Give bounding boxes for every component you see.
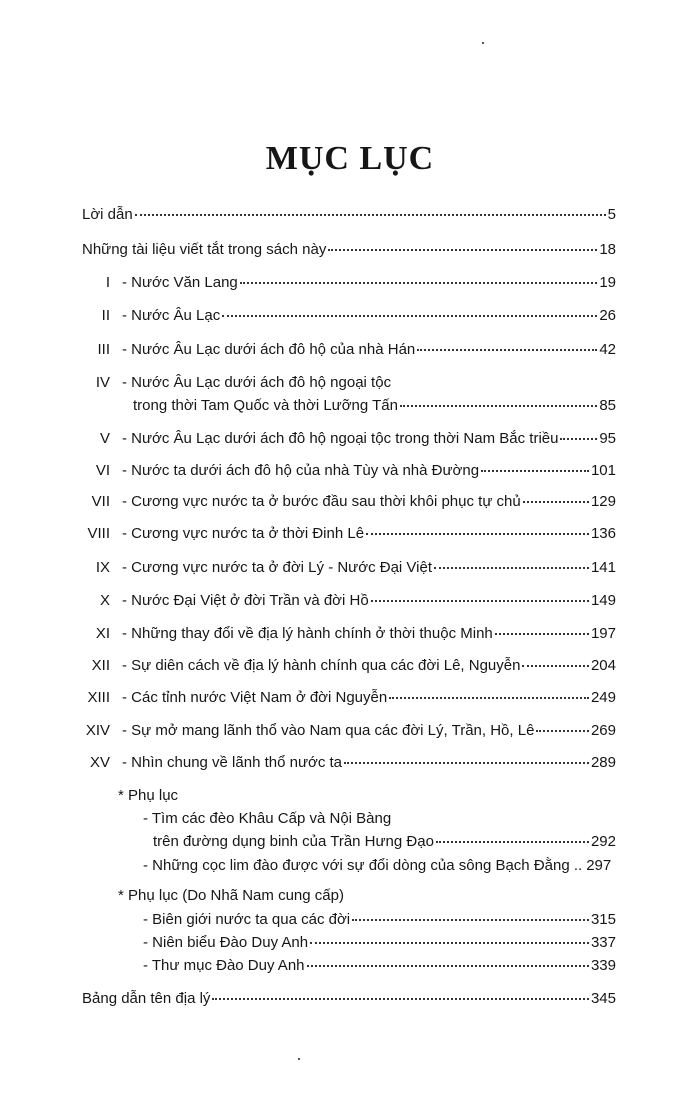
entry-label: - Nước Âu Lạc dưới ách đô hộ ngoại tộc trong thời Nam Bắc triều — [122, 430, 559, 447]
entry-page: 269 — [590, 722, 616, 739]
chapter-number: XI — [95, 625, 110, 642]
entry-label: Bảng dẫn tên địa lý — [82, 990, 211, 1007]
dot-leader — [536, 718, 589, 732]
dot-leader — [436, 829, 589, 843]
dot-leader — [523, 489, 589, 503]
dot-leader — [352, 907, 589, 921]
entry-page: 42 — [599, 341, 616, 358]
chapter-number: VI — [95, 462, 110, 479]
dot-leader — [371, 588, 589, 602]
dot-leader — [344, 750, 589, 764]
dot-leader — [560, 426, 597, 440]
toc-entry-chapter[interactable] — [122, 306, 616, 326]
dot-leader — [481, 458, 589, 472]
entry-page: 315 — [590, 911, 616, 928]
entry-label-continued: trong thời Tam Quốc và thời Lưỡng Tấn — [133, 397, 398, 414]
entry-page: 19 — [599, 274, 616, 291]
entry-label: Lời dẫn — [82, 206, 133, 223]
entry-label: - Nước Văn Lang — [122, 274, 238, 291]
entry-label: - Nước Âu Lạc dưới ách đô hộ ngoại tộc — [122, 374, 392, 391]
chapter-number: III — [97, 341, 110, 358]
chapter-number: II — [101, 307, 110, 324]
dot-leader — [222, 303, 597, 317]
entry-label: - Nước Âu Lạc dưới ách đô hộ của nhà Hán — [122, 341, 416, 358]
entry-page: 136 — [590, 525, 616, 542]
toc-entry-foreword[interactable] — [82, 205, 616, 225]
dot-leader — [310, 930, 589, 944]
entry-label: - Nước Âu Lạc — [122, 307, 221, 324]
appendix-heading: * Phụ lục — [118, 787, 179, 804]
entry-label: - Nước Đại Việt ở đời Trần và đời Hồ — [122, 592, 369, 609]
entry-page: 95 — [599, 430, 616, 447]
chapter-number: XIII — [87, 689, 110, 706]
toc-entry-chapter[interactable] — [122, 524, 616, 544]
chapter-number: VIII — [87, 525, 110, 542]
dot-leader — [389, 685, 589, 699]
entry-page: 141 — [590, 559, 616, 576]
entry-label: - Những thay đổi về địa lý hành chính ở thời thuộc Minh — [122, 625, 493, 642]
dot-leader — [434, 555, 589, 569]
entry-label-continued: trên đường dụng binh của Trần Hưng Đạo — [153, 833, 434, 850]
toc-entry-appendix[interactable] — [153, 832, 616, 852]
entry-label: - Cương vực nước ta ở đời Lý - Nước Đại Việt — [122, 559, 432, 576]
entry-label: Những tài liệu viết tắt trong sách này — [82, 241, 327, 258]
entry-label: - Những cọc lim đào được với sự đổi dòng của sông Bạch Đằng .. — [143, 857, 583, 874]
entry-page: 337 — [590, 934, 616, 951]
toc-entry-abbreviations[interactable] — [82, 240, 616, 260]
entry-page: 85 — [599, 397, 616, 414]
toc-entry-appendix[interactable] — [143, 910, 616, 930]
dot-leader — [495, 621, 589, 635]
dot-leader — [328, 237, 597, 251]
page-title: MỤC LỤC — [265, 140, 435, 177]
toc-entry-chapter[interactable] — [122, 656, 616, 676]
entry-label: - Sự diên cách về địa lý hành chính qua các đời Lê, Nguyễn — [122, 657, 521, 674]
chapter-number: VII — [91, 493, 110, 510]
entry-page: 204 — [590, 657, 616, 674]
entry-page: 289 — [590, 754, 616, 771]
toc-entry-chapter[interactable] — [133, 396, 616, 416]
toc-entry-chapter[interactable] — [122, 461, 616, 481]
dot-leader — [522, 653, 589, 667]
entry-page: 129 — [590, 493, 616, 510]
toc-entry-chapter[interactable] — [122, 340, 616, 360]
entry-page: 5 — [607, 206, 616, 223]
entry-label: - Niên biểu Đào Duy Anh — [143, 934, 309, 951]
toc-entry-appendix[interactable] — [143, 856, 616, 876]
entry-label: - Nước ta dưới ách đô hộ của nhà Tùy và nhà Đường — [122, 462, 480, 479]
entry-page: 249 — [590, 689, 616, 706]
chapter-number: V — [99, 430, 110, 447]
entry-label: - Biên giới nước ta qua các đời — [143, 911, 351, 928]
entry-page: 345 — [590, 990, 616, 1007]
toc-entry-index[interactable] — [82, 989, 616, 1009]
entry-label: - Thư mục Đào Duy Anh — [143, 957, 305, 974]
entry-label: - Nhìn chung về lãnh thổ nước ta — [122, 754, 343, 771]
entry-page: 197 — [590, 625, 616, 642]
chapter-number: I — [105, 274, 110, 291]
dot-leader — [366, 521, 589, 535]
toc-entry-chapter[interactable] — [122, 721, 616, 741]
appendix-heading: * Phụ lục (Do Nhã Nam cung cấp) — [118, 887, 344, 904]
entry-page: 149 — [590, 592, 616, 609]
dot-leader — [135, 202, 606, 216]
toc-entry-chapter[interactable] — [122, 273, 616, 293]
entry-label: - Cương vực nước ta ở bước đầu sau thời khôi phục tự chủ — [122, 493, 521, 510]
dot-leader — [240, 270, 598, 284]
dot-leader — [417, 337, 597, 351]
toc-entry-chapter[interactable] — [122, 624, 616, 644]
entry-label: - Tìm các đèo Khâu Cấp và Nội Bàng — [143, 810, 392, 827]
entry-page: 18 — [599, 241, 616, 258]
entry-page: 26 — [599, 307, 616, 324]
toc-entry-chapter[interactable] — [122, 753, 616, 773]
dot-leader — [307, 953, 589, 967]
chapter-number: XV — [89, 754, 110, 771]
chapter-number: IV — [95, 374, 110, 391]
entry-page: 339 — [590, 957, 616, 974]
toc-entry-chapter[interactable] — [122, 429, 616, 449]
toc-entry-chapter[interactable] — [122, 492, 616, 512]
entry-label: - Sự mở mang lãnh thổ vào Nam qua các đời Lý, Trần, Hồ, Lê — [122, 722, 535, 739]
entry-page: 297 — [586, 857, 612, 874]
dot-leader — [400, 393, 597, 407]
chapter-number: X — [99, 592, 110, 609]
dot-leader — [212, 986, 589, 1000]
toc-entry-appendix[interactable] — [143, 956, 616, 976]
entry-label: - Cương vực nước ta ở thời Đinh Lê — [122, 525, 365, 542]
toc-entry-chapter[interactable] — [122, 591, 616, 611]
toc-entry-chapter[interactable] — [122, 688, 616, 708]
chapter-number: XIV — [85, 722, 110, 739]
entry-label: - Các tỉnh nước Việt Nam ở đời Nguyễn — [122, 689, 388, 706]
entry-page: 292 — [590, 833, 616, 850]
toc-entry-chapter[interactable] — [122, 558, 616, 578]
chapter-number: IX — [95, 559, 110, 576]
entry-page: 101 — [590, 462, 616, 479]
chapter-number: XII — [91, 657, 110, 674]
toc-entry-appendix[interactable] — [143, 933, 616, 953]
